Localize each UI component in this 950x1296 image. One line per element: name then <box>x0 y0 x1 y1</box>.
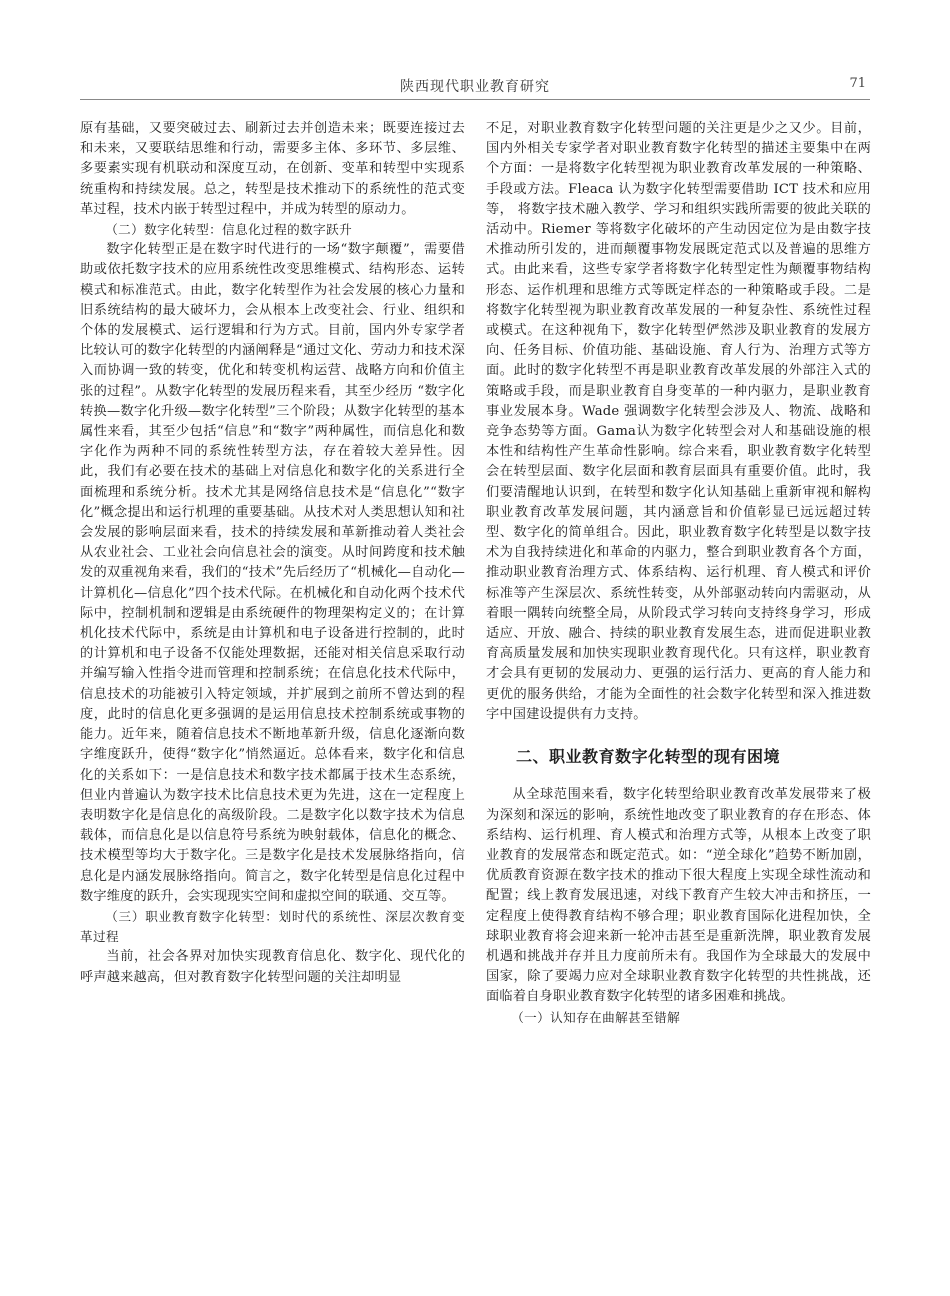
right-paragraph-2: 从全球范围来看，数字化转型给职业教育改革发展带来了极为深刻和深远的影响，系统性地改变了职业教育的存在形态、体系结构、运行机理、育人模式和治理方式等，从根本上改变了职业教育的发展常态和既定范式。如：“逆全球化”趋势不断加剧，优质教育资源在数字技术的推动下很大程度上实现全球性流动和配置；线上教育发展迅速，对线下教育产生较大冲击和挤压，一定程度上使得教育结构不够合理；职业教育国际化进程加快，全球职业教育将会迎来新一轮冲击甚至是重新洗牌，职业教育发展机遇和挑战并存并且力度前所未有。我国作为全球最大的发展中国家，除了要竭力应对全球职业教育数字化转型的共性挑战，还面临着自身职业教育数字化转型的诸多困难和挑战。 <box>486 787 871 1005</box>
running-header <box>80 74 870 98</box>
left-column <box>80 119 465 988</box>
journal-title: 陕西现代职业教育研究 <box>400 79 550 95</box>
right-paragraph-1: 不足，对职业教育数字化转型问题的关注更是少之又少。目前，国内外相关专家学者对职业教育数字化转型的描述主要集中在两个方面：一是将数字化转型视为职业教育改革发展的一种策略、手段或方法。Fleaca 认为数字化转型需要借助 ICT 技术和应用等， 将数字技术融入教学、学习和组织实践所需要的彼此关联的活动中。Riemer 等将数字化破坏的产生动因定位为是由数字技术推动所引发的，进而颠覆事物发展既定范式以及普遍的思维方式。由此来看，这些专家学者将数字化转型定性为颠覆事物结构形态、运作机理和思维方式等既定样态的一种策略或手段。二是将数字化转型视为职业教育改革发展的一种复杂性、系统性过程或模式。在这种视角下，数字化转型俨然涉及职业教育的发展方向、任务目标、价值功能、基础设施、育人行为、治理方式等方面。此时的数字化转型不再是职业教育改革发展的外部注入式的策略或手段，而是职业教育自身变革的一种内驱力，是职业教育事业发展本身。Wade 强调数字化转型会涉及人、物流、战略和竞争态势等方面。Gama认为数字化转型会对人和基础设施的根本性和结构性产生革命性影响。综合来看，职业教育数字化转型会在转型层面、数字化层面和教育层面具有重要价值。此时，我们要清醒地认识到，在转型和数字化认知基础上重新审视和解构职业教育改革发展问题，其内涵意旨和价值彰显已远远超过转型、数字化的简单组合。因此，职业教育数字化转型是以数字技术为自我持续进化和革命的内驱力，整合到职业教育各个方面， 推动职业教育治理方式、体系结构、运行机理、育人模式和评价标准等产生深层次、系统性转变，从外部驱动转向内需驱动，从着眼一隅转向统整全局，从阶段式学习转向支持终身学习，形成适应、开放、融合、持续的职业教育发展生态，进而促进职业教育高质量发展和加快实现职业教育现代化。只有这样，职业教育才会具有更韧的发展动力、更强的运行活力、更高的育人能力和更优的服务供给，才能为全面性的社会数字化转型和深入推进数字中国建设提供有力支持。 <box>486 121 871 722</box>
section-heading: 二、职业教育数字化转型的现有困境 <box>516 747 781 767</box>
subheading-vocational-transformation: （三）职业教育数字化转型：划时代的系统性、深层次教育变革过程 <box>80 908 465 945</box>
subheading-digital-transformation: （二）数字化转型：信息化过程的数字跃升 <box>105 222 353 238</box>
header-rule <box>80 99 870 100</box>
left-paragraph-2: 数字化转型正是在数字时代进行的一场“数字颠覆”，需要借助或依托数字技术的应用系统性改变思维模式、结构形态、运转模式和标准范式。由此，数字化转型作为社会发展的核心力量和旧系统结构的最大破坏力，会从根本上改变社会、行业、组织和个体的发展模式、运行逻辑和行为方式。目前，国内外专家学者比较认可的数字化转型的内涵阐释是“通过文化、劳动力和技术深入而协调一致的转变，优化和转变机构运营、战略方向和价值主张的过程”。从数字化转型的发展历程来看，其至少经历 “数字化转换—数字化升级—数字化转型”三个阶段；从数字化转型的基本属性来看，其至少包括“信息”和“数字”两种属性，而信息化和数字化作为两种不同的系统性转型方法，存在着较大差异性。因此，我们有必要在技术的基础上对信息化和数字化的关系进行全面梳理和系统分析。技术尤其是网络信息技术是“信息化”“数字化”概念提出和运行机理的重要基础。从技术对人类思想认知和社会发展的影响层面来看，技术的持续发展和革新推动着人类社会从农业社会、工业社会向信息社会的演变。从时间跨度和技术触发的双重视角来看，我们的“技术”先后经历了“机械化—自动化—计算机化—信息化”四个技术代际。在机械化和自动化两个技术代际中，控制机制和逻辑是由系统硬件的物理架构定义的；在计算机化技术代际中，系统是由计算机和电子设备进行控制的，此时的计算机和电子设备不仅能处理数据，还能对相关信息采取行动并编写输入性指令进而管理和控制系统；在信息化技术代际中，信息技术的功能被引入特定领域，并扩展到之前所不曾达到的程度，此时的信息化更多强调的是运用信息技术控制系统或事物的能力。近年来，随着信息技术不断地革新升级，信息化逐渐向数字维度跃升，使得“数字化”悄然逼近。总体看来，数字化和信息化的关系如下：一是信息技术和数字技术都属于技术生态系统，但业内普遍认为数字技术比信息技术更为先进，这在一定程度上表明数字化是信息化的高级阶段。二是数字化以数字技术为信息载体，而信息化是以信息符号系统为映射载体，信息化的概念、技术模型等均大于数字化。三是数字化是技术发展脉络指向，信息化是内涵发展脉络指向。简言之，数字化转型是信息化过程中数字维度的跃升，会实现现实空间和虚拟空间的联通、交互等。 <box>80 242 465 904</box>
subheading-cognition: （一）认知存在曲解甚至错解 <box>511 1009 681 1025</box>
left-paragraph-1: 原有基础，又要突破过去、刷新过去并创造未来；既要连接过去和未来，又要联结思维和行动，需要多主体、多环节、多层维、多要素实现有机联动和深度互动，在创新、变革和转型中实现系统重构和持续发展。总之，转型是技术推动下的系统性的范式变革过程，技术内嵌于转型过程中，并成为转型的原动力。 <box>80 121 465 217</box>
right-column <box>486 119 871 1028</box>
left-paragraph-3: 当前，社会各界对加快实现教育信息化、数字化、现代化的呼声越来越高，但对教育数字化转型问题的关注却明显 <box>80 949 465 985</box>
page-number: 71 <box>849 76 866 91</box>
